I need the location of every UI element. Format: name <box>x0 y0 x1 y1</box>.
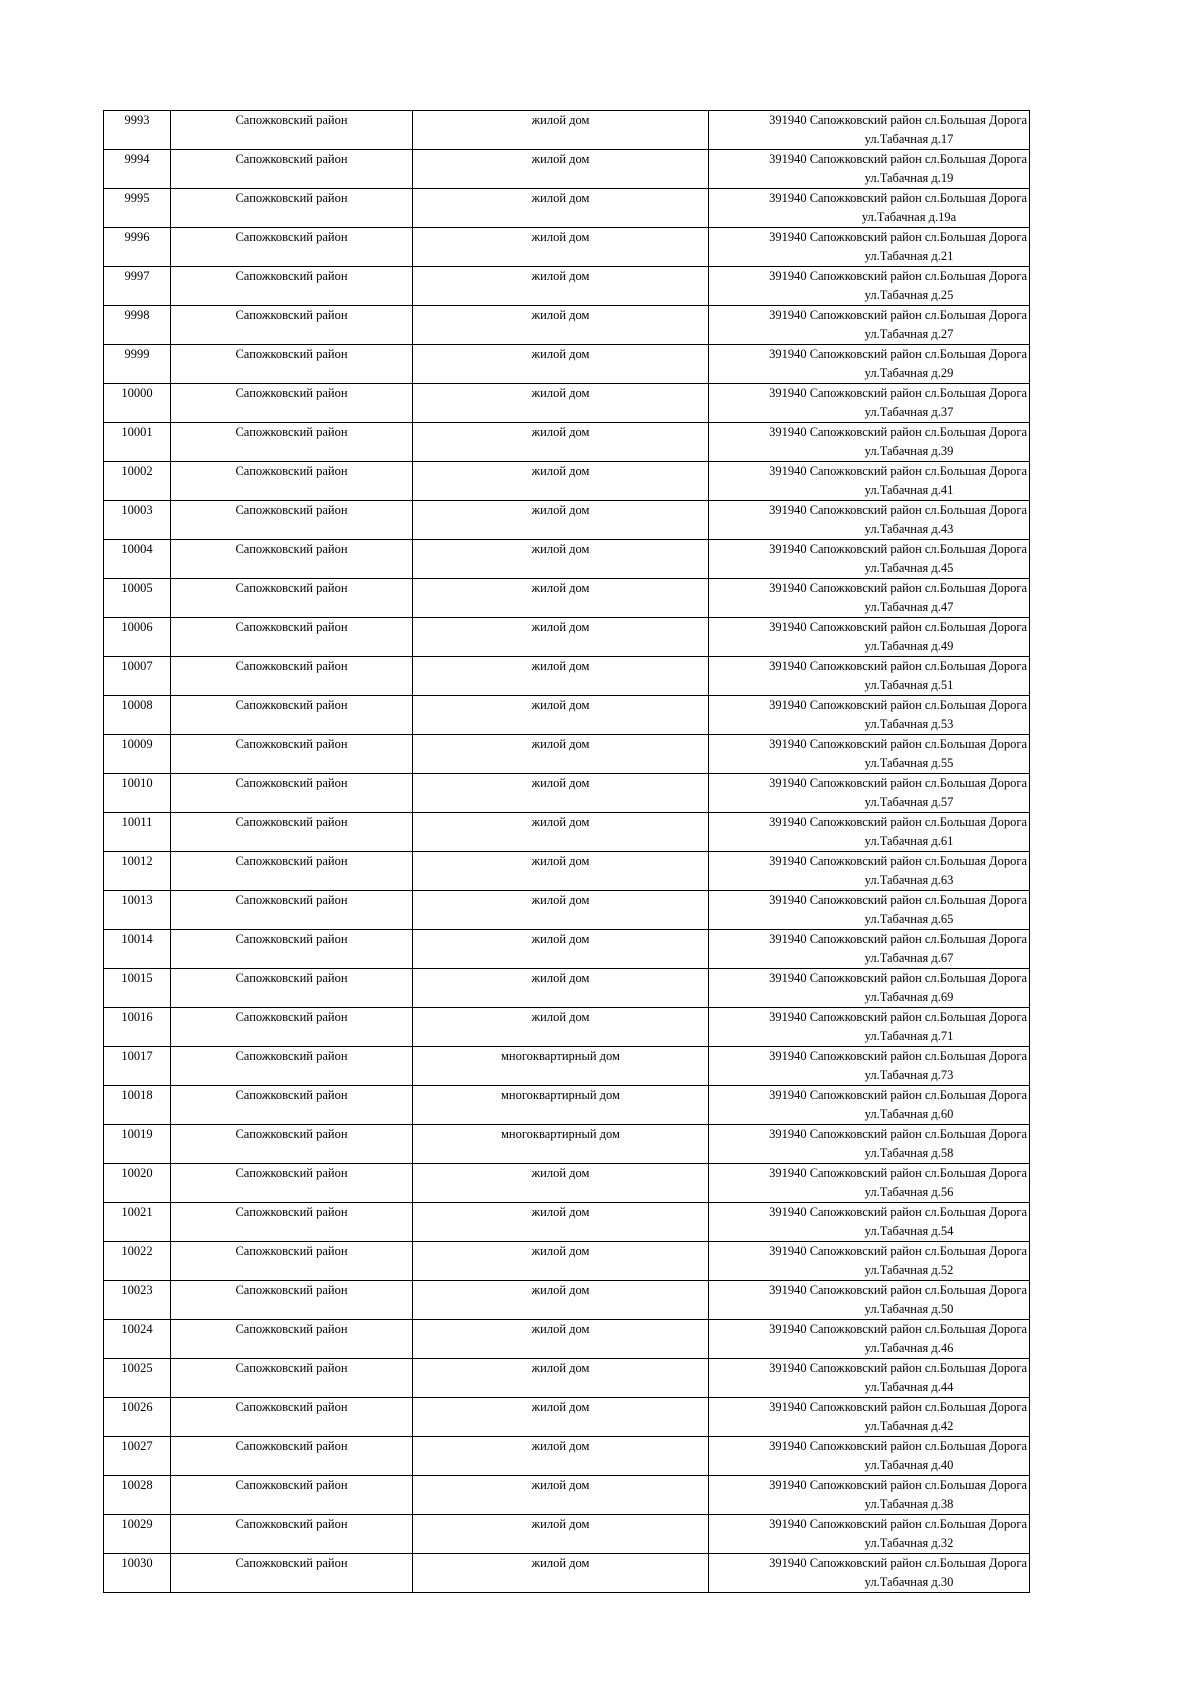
address-line-2: ул.Табачная д.53 <box>864 717 954 731</box>
building-type-cell: жилой дом <box>413 267 709 306</box>
address-line-1: 391940 Сапожковский район сл.Большая Дорога <box>769 776 1027 790</box>
address-line-1: 391940 Сапожковский район сл.Большая Дорога <box>769 1205 1027 1219</box>
address-line-2: ул.Табачная д.45 <box>864 561 954 575</box>
record-number-cell: 10015 <box>104 969 171 1008</box>
district-cell: Сапожковский район <box>171 618 413 657</box>
address-line-1: 391940 Сапожковский район сл.Большая Дорога <box>769 191 1027 205</box>
address-cell <box>709 111 1030 150</box>
table-row <box>104 1281 1030 1320</box>
building-type-cell: жилой дом <box>413 735 709 774</box>
district-cell: Сапожковский район <box>171 189 413 228</box>
building-type-cell: жилой дом <box>413 813 709 852</box>
address-line-2: ул.Табачная д.55 <box>864 756 954 770</box>
table-row <box>104 150 1030 189</box>
address-cell <box>709 1164 1030 1203</box>
table-row <box>104 1164 1030 1203</box>
address-cell <box>709 228 1030 267</box>
housing-registry-table <box>103 110 1030 1593</box>
address-cell <box>709 501 1030 540</box>
district-cell: Сапожковский район <box>171 1047 413 1086</box>
address-cell <box>709 1398 1030 1437</box>
district-cell: Сапожковский район <box>171 891 413 930</box>
address-cell <box>709 1086 1030 1125</box>
table-row <box>104 696 1030 735</box>
building-type-cell: жилой дом <box>413 1359 709 1398</box>
district-cell: Сапожковский район <box>171 852 413 891</box>
district-cell: Сапожковский район <box>171 1281 413 1320</box>
table-row <box>104 969 1030 1008</box>
address-cell <box>709 579 1030 618</box>
address-line-2: ул.Табачная д.67 <box>864 951 954 965</box>
address-line-2: ул.Табачная д.19а <box>861 210 957 224</box>
address-cell <box>709 969 1030 1008</box>
building-type-cell: жилой дом <box>413 1242 709 1281</box>
record-number-cell: 10016 <box>104 1008 171 1047</box>
district-cell: Сапожковский район <box>171 501 413 540</box>
building-type-cell: жилой дом <box>413 1437 709 1476</box>
record-number-cell: 10025 <box>104 1359 171 1398</box>
address-line-1: 391940 Сапожковский район сл.Большая Дорога <box>769 1517 1027 1531</box>
address-line-2: ул.Табачная д.21 <box>864 249 954 263</box>
district-cell: Сапожковский район <box>171 384 413 423</box>
table-row <box>104 891 1030 930</box>
address-line-1: 391940 Сапожковский район сл.Большая Дорога <box>769 932 1027 946</box>
building-type-cell: жилой дом <box>413 111 709 150</box>
building-type-cell: жилой дом <box>413 150 709 189</box>
record-number-cell: 10003 <box>104 501 171 540</box>
building-type-cell: жилой дом <box>413 969 709 1008</box>
record-number-cell: 10012 <box>104 852 171 891</box>
table-row <box>104 579 1030 618</box>
table-row <box>104 852 1030 891</box>
district-cell: Сапожковский район <box>171 1554 413 1593</box>
record-number-cell: 10004 <box>104 540 171 579</box>
building-type-cell: жилой дом <box>413 1008 709 1047</box>
district-cell: Сапожковский район <box>171 1398 413 1437</box>
record-number-cell: 10027 <box>104 1437 171 1476</box>
address-cell <box>709 618 1030 657</box>
address-cell <box>709 1125 1030 1164</box>
address-line-1: 391940 Сапожковский район сл.Большая Дорога <box>769 971 1027 985</box>
address-line-2: ул.Табачная д.60 <box>864 1107 954 1121</box>
address-line-1: 391940 Сапожковский район сл.Большая Дорога <box>769 620 1027 634</box>
address-line-1: 391940 Сапожковский район сл.Большая Дорога <box>769 113 1027 127</box>
table-row <box>104 462 1030 501</box>
address-line-1: 391940 Сапожковский район сл.Большая Дорога <box>769 854 1027 868</box>
district-cell: Сапожковский район <box>171 1476 413 1515</box>
table-row <box>104 1203 1030 1242</box>
record-number-cell: 9999 <box>104 345 171 384</box>
record-number-cell: 9995 <box>104 189 171 228</box>
district-cell: Сапожковский район <box>171 696 413 735</box>
table-row <box>104 1398 1030 1437</box>
address-line-1: 391940 Сапожковский район сл.Большая Дорога <box>769 581 1027 595</box>
address-line-1: 391940 Сапожковский район сл.Большая Дорога <box>769 659 1027 673</box>
table-row <box>104 1320 1030 1359</box>
building-type-cell: жилой дом <box>413 384 709 423</box>
address-cell <box>709 1437 1030 1476</box>
table-row <box>104 774 1030 813</box>
address-cell <box>709 1047 1030 1086</box>
district-cell: Сапожковский район <box>171 1125 413 1164</box>
address-line-2: ул.Табачная д.52 <box>864 1263 954 1277</box>
building-type-cell: жилой дом <box>413 501 709 540</box>
record-number-cell: 9998 <box>104 306 171 345</box>
address-cell <box>709 735 1030 774</box>
address-line-1: 391940 Сапожковский район сл.Большая Дорога <box>769 1010 1027 1024</box>
table-row <box>104 267 1030 306</box>
building-type-cell: жилой дом <box>413 930 709 969</box>
table-row <box>104 813 1030 852</box>
table-row <box>104 228 1030 267</box>
record-number-cell: 10024 <box>104 1320 171 1359</box>
building-type-cell: жилой дом <box>413 540 709 579</box>
record-number-cell: 10008 <box>104 696 171 735</box>
address-line-2: ул.Табачная д.41 <box>864 483 954 497</box>
record-number-cell: 10017 <box>104 1047 171 1086</box>
district-cell: Сапожковский район <box>171 423 413 462</box>
table-row <box>104 1242 1030 1281</box>
address-cell <box>709 1476 1030 1515</box>
address-cell <box>709 1359 1030 1398</box>
address-line-2: ул.Табачная д.51 <box>864 678 954 692</box>
address-line-2: ул.Табачная д.57 <box>864 795 954 809</box>
address-cell <box>709 462 1030 501</box>
address-cell <box>709 1320 1030 1359</box>
record-number-cell: 10028 <box>104 1476 171 1515</box>
record-number-cell: 10006 <box>104 618 171 657</box>
building-type-cell: жилой дом <box>413 774 709 813</box>
address-line-2: ул.Табачная д.25 <box>864 288 954 302</box>
address-cell <box>709 1008 1030 1047</box>
address-line-1: 391940 Сапожковский район сл.Большая Дорога <box>769 269 1027 283</box>
address-line-1: 391940 Сапожковский район сл.Большая Дорога <box>769 308 1027 322</box>
table-row <box>104 501 1030 540</box>
address-line-1: 391940 Сапожковский район сл.Большая Дорога <box>769 503 1027 517</box>
table-row <box>104 1086 1030 1125</box>
address-line-2: ул.Табачная д.38 <box>864 1497 954 1511</box>
address-line-2: ул.Табачная д.30 <box>864 1575 954 1589</box>
record-number-cell: 10009 <box>104 735 171 774</box>
record-number-cell: 9993 <box>104 111 171 150</box>
table-row <box>104 423 1030 462</box>
address-cell <box>709 1203 1030 1242</box>
record-number-cell: 10021 <box>104 1203 171 1242</box>
record-number-cell: 9997 <box>104 267 171 306</box>
address-line-2: ул.Табачная д.61 <box>864 834 954 848</box>
record-number-cell: 10010 <box>104 774 171 813</box>
address-cell <box>709 891 1030 930</box>
address-cell <box>709 1554 1030 1593</box>
record-number-cell: 10030 <box>104 1554 171 1593</box>
district-cell: Сапожковский район <box>171 1437 413 1476</box>
address-line-2: ул.Табачная д.44 <box>864 1380 954 1394</box>
building-type-cell: жилой дом <box>413 579 709 618</box>
record-number-cell: 10013 <box>104 891 171 930</box>
record-number-cell: 9994 <box>104 150 171 189</box>
building-type-cell: жилой дом <box>413 696 709 735</box>
record-number-cell: 10020 <box>104 1164 171 1203</box>
building-type-cell: жилой дом <box>413 618 709 657</box>
district-cell: Сапожковский район <box>171 150 413 189</box>
record-number-cell: 10011 <box>104 813 171 852</box>
building-type-cell: жилой дом <box>413 345 709 384</box>
table-row <box>104 345 1030 384</box>
district-cell: Сапожковский район <box>171 462 413 501</box>
table-row <box>104 1359 1030 1398</box>
record-number-cell: 10000 <box>104 384 171 423</box>
building-type-cell: жилой дом <box>413 423 709 462</box>
address-line-1: 391940 Сапожковский район сл.Большая Дорога <box>769 425 1027 439</box>
district-cell: Сапожковский район <box>171 579 413 618</box>
table-row <box>104 1008 1030 1047</box>
record-number-cell: 10019 <box>104 1125 171 1164</box>
table-row <box>104 306 1030 345</box>
district-cell: Сапожковский район <box>171 1242 413 1281</box>
address-line-2: ул.Табачная д.56 <box>864 1185 954 1199</box>
address-line-1: 391940 Сапожковский район сл.Большая Дорога <box>769 1400 1027 1414</box>
address-line-2: ул.Табачная д.54 <box>864 1224 954 1238</box>
building-type-cell: многоквартирный дом <box>413 1047 709 1086</box>
district-cell: Сапожковский район <box>171 969 413 1008</box>
address-line-2: ул.Табачная д.50 <box>864 1302 954 1316</box>
table-row <box>104 930 1030 969</box>
table-row <box>104 618 1030 657</box>
address-line-1: 391940 Сапожковский район сл.Большая Дорога <box>769 347 1027 361</box>
address-line-2: ул.Табачная д.46 <box>864 1341 954 1355</box>
address-cell <box>709 306 1030 345</box>
address-line-2: ул.Табачная д.32 <box>864 1536 954 1550</box>
building-type-cell: жилой дом <box>413 189 709 228</box>
address-line-1: 391940 Сапожковский район сл.Большая Дорога <box>769 1478 1027 1492</box>
district-cell: Сапожковский район <box>171 813 413 852</box>
record-number-cell: 10007 <box>104 657 171 696</box>
address-cell <box>709 423 1030 462</box>
record-number-cell: 10014 <box>104 930 171 969</box>
building-type-cell: жилой дом <box>413 1554 709 1593</box>
district-cell: Сапожковский район <box>171 1515 413 1554</box>
table-row <box>104 1554 1030 1593</box>
district-cell: Сапожковский район <box>171 774 413 813</box>
address-line-2: ул.Табачная д.43 <box>864 522 954 536</box>
address-line-2: ул.Табачная д.65 <box>864 912 954 926</box>
building-type-cell: жилой дом <box>413 852 709 891</box>
building-type-cell: жилой дом <box>413 1515 709 1554</box>
table-row <box>104 1476 1030 1515</box>
table-row <box>104 384 1030 423</box>
building-type-cell: жилой дом <box>413 306 709 345</box>
record-number-cell: 9996 <box>104 228 171 267</box>
table-row <box>104 540 1030 579</box>
district-cell: Сапожковский район <box>171 1086 413 1125</box>
address-line-1: 391940 Сапожковский район сл.Большая Дорога <box>769 893 1027 907</box>
district-cell: Сапожковский район <box>171 1359 413 1398</box>
address-line-2: ул.Табачная д.27 <box>864 327 954 341</box>
district-cell: Сапожковский район <box>171 306 413 345</box>
record-number-cell: 10005 <box>104 579 171 618</box>
address-cell <box>709 852 1030 891</box>
district-cell: Сапожковский район <box>171 228 413 267</box>
address-line-2: ул.Табачная д.73 <box>864 1068 954 1082</box>
address-line-2: ул.Табачная д.29 <box>864 366 954 380</box>
record-number-cell: 10023 <box>104 1281 171 1320</box>
table-row <box>104 1047 1030 1086</box>
district-cell: Сапожковский район <box>171 1320 413 1359</box>
district-cell: Сапожковский район <box>171 111 413 150</box>
address-cell <box>709 774 1030 813</box>
table-row <box>104 1515 1030 1554</box>
building-type-cell: жилой дом <box>413 1203 709 1242</box>
address-line-1: 391940 Сапожковский район сл.Большая Дорога <box>769 1283 1027 1297</box>
address-line-2: ул.Табачная д.58 <box>864 1146 954 1160</box>
table-row <box>104 111 1030 150</box>
address-line-1: 391940 Сапожковский район сл.Большая Дорога <box>769 464 1027 478</box>
address-cell <box>709 540 1030 579</box>
address-line-2: ул.Табачная д.39 <box>864 444 954 458</box>
address-line-2: ул.Табачная д.17 <box>864 132 954 146</box>
address-cell <box>709 189 1030 228</box>
address-line-2: ул.Табачная д.49 <box>864 639 954 653</box>
district-cell: Сапожковский район <box>171 1164 413 1203</box>
address-line-2: ул.Табачная д.47 <box>864 600 954 614</box>
address-line-2: ул.Табачная д.37 <box>864 405 954 419</box>
table-row <box>104 735 1030 774</box>
address-cell <box>709 813 1030 852</box>
district-cell: Сапожковский район <box>171 267 413 306</box>
district-cell: Сапожковский район <box>171 657 413 696</box>
address-line-2: ул.Табачная д.69 <box>864 990 954 1004</box>
building-type-cell: жилой дом <box>413 891 709 930</box>
address-cell <box>709 1515 1030 1554</box>
address-cell <box>709 930 1030 969</box>
building-type-cell: многоквартирный дом <box>413 1125 709 1164</box>
address-line-2: ул.Табачная д.71 <box>864 1029 954 1043</box>
address-line-1: 391940 Сапожковский район сл.Большая Дорога <box>769 542 1027 556</box>
address-line-1: 391940 Сапожковский район сл.Большая Дорога <box>769 737 1027 751</box>
address-line-1: 391940 Сапожковский район сл.Большая Дорога <box>769 386 1027 400</box>
address-line-1: 391940 Сапожковский район сл.Большая Дорога <box>769 698 1027 712</box>
building-type-cell: жилой дом <box>413 1398 709 1437</box>
address-cell <box>709 1242 1030 1281</box>
address-line-1: 391940 Сапожковский район сл.Большая Дорога <box>769 1127 1027 1141</box>
record-number-cell: 10026 <box>104 1398 171 1437</box>
address-line-1: 391940 Сапожковский район сл.Большая Дорога <box>769 230 1027 244</box>
address-line-1: 391940 Сапожковский район сл.Большая Дорога <box>769 1088 1027 1102</box>
address-line-1: 391940 Сапожковский район сл.Большая Дорога <box>769 815 1027 829</box>
address-line-1: 391940 Сапожковский район сл.Большая Дорога <box>769 1322 1027 1336</box>
address-line-1: 391940 Сапожковский район сл.Большая Дорога <box>769 1166 1027 1180</box>
record-number-cell: 10018 <box>104 1086 171 1125</box>
address-line-2: ул.Табачная д.40 <box>864 1458 954 1472</box>
address-line-1: 391940 Сапожковский район сл.Большая Дорога <box>769 152 1027 166</box>
address-cell <box>709 345 1030 384</box>
table-row <box>104 1437 1030 1476</box>
address-line-1: 391940 Сапожковский район сл.Большая Дорога <box>769 1556 1027 1570</box>
address-cell <box>709 657 1030 696</box>
address-line-1: 391940 Сапожковский район сл.Большая Дорога <box>769 1049 1027 1063</box>
address-cell <box>709 267 1030 306</box>
address-cell <box>709 150 1030 189</box>
table-body <box>104 111 1030 1593</box>
building-type-cell: жилой дом <box>413 462 709 501</box>
building-type-cell: жилой дом <box>413 1476 709 1515</box>
address-cell <box>709 1281 1030 1320</box>
address-line-2: ул.Табачная д.42 <box>864 1419 954 1433</box>
address-line-2: ул.Табачная д.63 <box>864 873 954 887</box>
building-type-cell: жилой дом <box>413 228 709 267</box>
address-line-1: 391940 Сапожковский район сл.Большая Дорога <box>769 1244 1027 1258</box>
building-type-cell: жилой дом <box>413 1164 709 1203</box>
building-type-cell: жилой дом <box>413 1281 709 1320</box>
address-line-1: 391940 Сапожковский район сл.Большая Дорога <box>769 1439 1027 1453</box>
building-type-cell: многоквартирный дом <box>413 1086 709 1125</box>
table-row <box>104 1125 1030 1164</box>
district-cell: Сапожковский район <box>171 1008 413 1047</box>
table-row <box>104 657 1030 696</box>
address-cell <box>709 696 1030 735</box>
district-cell: Сапожковский район <box>171 1203 413 1242</box>
address-line-2: ул.Табачная д.19 <box>864 171 954 185</box>
record-number-cell: 10002 <box>104 462 171 501</box>
address-cell <box>709 384 1030 423</box>
table-row <box>104 189 1030 228</box>
district-cell: Сапожковский район <box>171 930 413 969</box>
building-type-cell: жилой дом <box>413 657 709 696</box>
record-number-cell: 10022 <box>104 1242 171 1281</box>
district-cell: Сапожковский район <box>171 345 413 384</box>
record-number-cell: 10001 <box>104 423 171 462</box>
district-cell: Сапожковский район <box>171 540 413 579</box>
building-type-cell: жилой дом <box>413 1320 709 1359</box>
district-cell: Сапожковский район <box>171 735 413 774</box>
record-number-cell: 10029 <box>104 1515 171 1554</box>
address-line-1: 391940 Сапожковский район сл.Большая Дорога <box>769 1361 1027 1375</box>
